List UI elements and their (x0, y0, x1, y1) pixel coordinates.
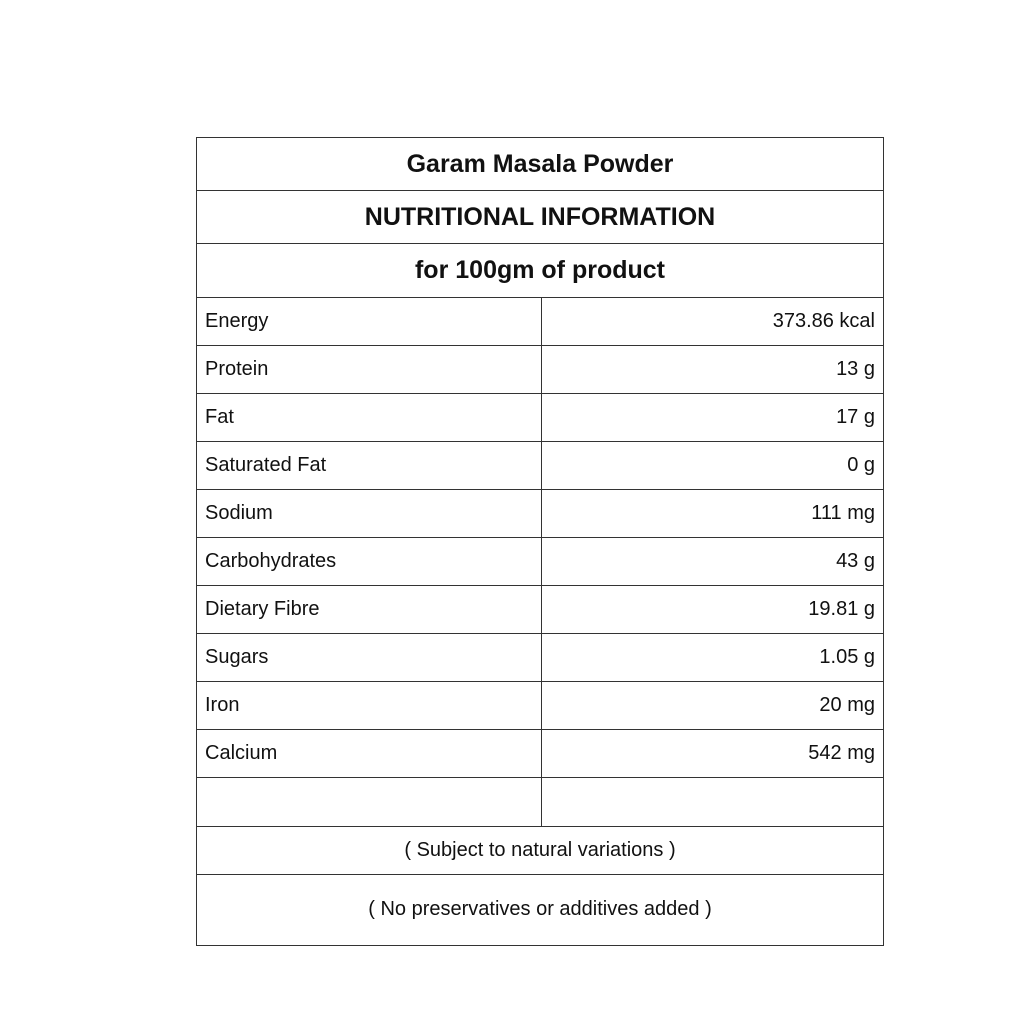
nutrient-name: Sodium (197, 490, 541, 538)
serving-basis: for 100gm of product (414, 256, 665, 284)
nutrient-name: Fat (197, 394, 541, 442)
table-row (197, 394, 883, 442)
nutrient-value: 0 g (541, 442, 883, 490)
table-row (197, 682, 883, 730)
nutrient-name: Sugars (197, 634, 541, 682)
variation-note: ( Subject to natural variations ) (197, 826, 883, 874)
table-row (197, 490, 883, 538)
table-row (197, 442, 883, 490)
table-row (197, 298, 883, 346)
nutrient-name: Calcium (197, 730, 541, 778)
table-row-empty (197, 778, 883, 826)
nutrient-table (197, 297, 883, 826)
nutrient-value: 43 g (541, 538, 883, 586)
nutrient-value: 1.05 g (541, 634, 883, 682)
nutrient-value: 373.86 kcal (541, 298, 883, 346)
nutrient-value (541, 778, 883, 826)
nutrient-value: 13 g (541, 346, 883, 394)
additives-note: ( No preservatives or additives added ) (197, 874, 883, 945)
nutrient-name (197, 778, 541, 826)
nutrition-label (196, 137, 884, 946)
nutrient-name: Dietary Fibre (197, 586, 541, 634)
nutrient-value: 17 g (541, 394, 883, 442)
nutrient-value: 19.81 g (541, 586, 883, 634)
section-title: NUTRITIONAL INFORMATION (197, 191, 883, 244)
nutrient-value: 111 mg (541, 490, 883, 538)
nutrient-name: Saturated Fat (197, 442, 541, 490)
nutrient-name: Energy (197, 298, 541, 346)
nutrient-name: Protein (197, 346, 541, 394)
nutrient-name: Iron (197, 682, 541, 730)
table-row (197, 730, 883, 778)
nutrient-name: Carbohydrates (197, 538, 541, 586)
nutrient-value: 542 mg (541, 730, 883, 778)
product-name: Garam Masala Powder (197, 138, 883, 191)
table-row (197, 538, 883, 586)
table-row (197, 634, 883, 682)
table-row (197, 586, 883, 634)
table-row (197, 346, 883, 394)
nutrient-value: 20 mg (541, 682, 883, 730)
